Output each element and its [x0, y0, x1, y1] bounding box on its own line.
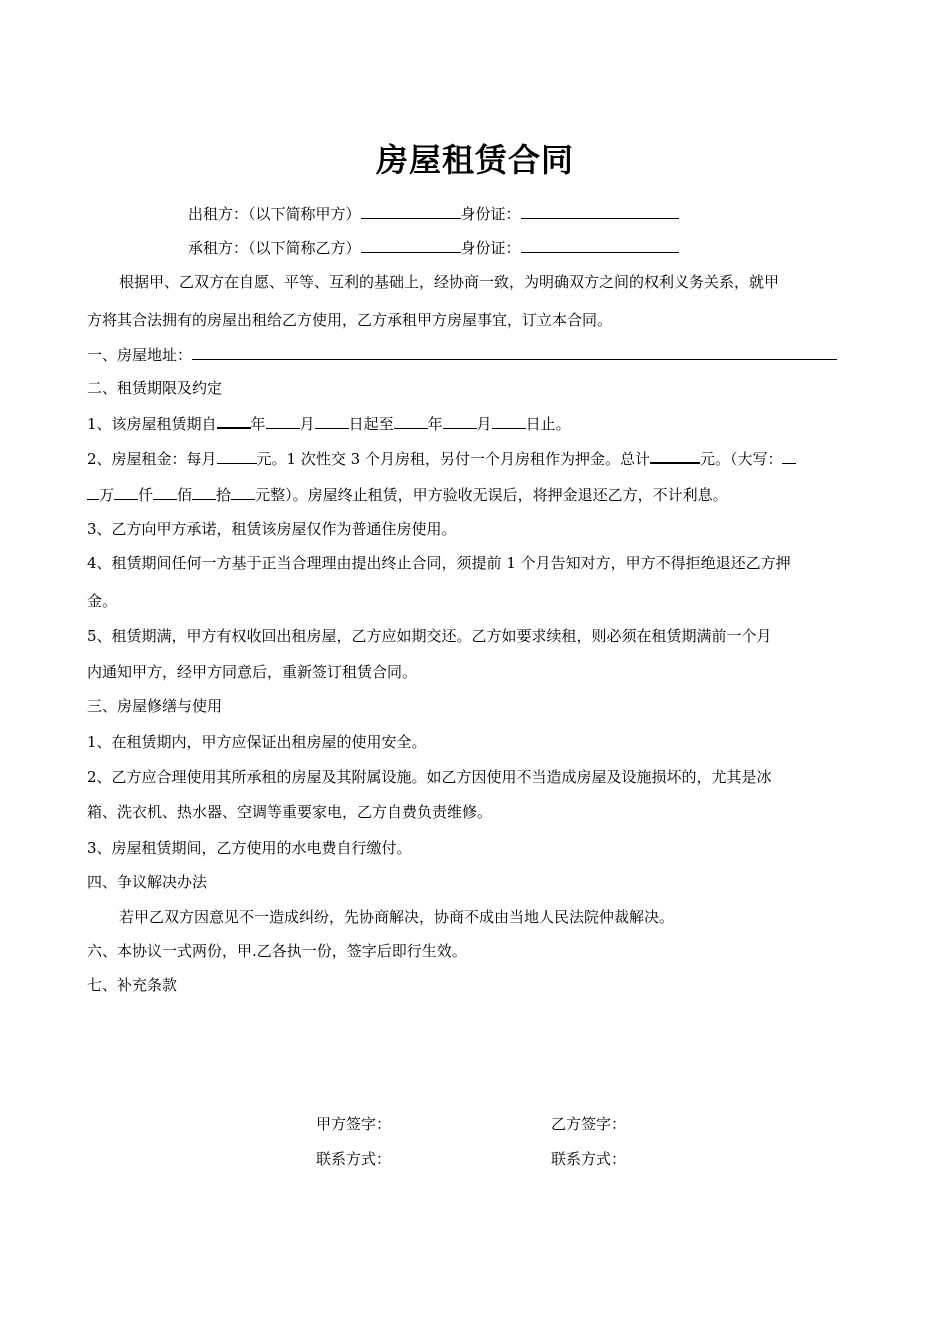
month-label: 月	[299, 415, 315, 433]
total-amount-field[interactable]	[650, 447, 700, 464]
intro-line-2: 方将其合法拥有的房屋出租给乙方使用，乙方承租甲方房屋事宜，订立本合同。	[87, 311, 613, 329]
address-line	[87, 344, 863, 365]
clause-6: 六、本协议一式两份，甲.乙各执一份，签字后即行生效。	[87, 942, 467, 960]
capital-ten-thousand-field-cont[interactable]	[87, 484, 99, 500]
start-month-field[interactable]	[266, 413, 300, 429]
capital-ten-thousand-field[interactable]	[782, 448, 796, 464]
rent-line-1	[87, 447, 863, 469]
clause-4-text: 若甲乙双方因意见不一造成纠纷，先协商解决，协商不成由当地人民法院仲裁解决。	[119, 908, 675, 926]
start-year-field[interactable]	[217, 412, 251, 429]
capital-thousand-field[interactable]	[114, 484, 138, 500]
lessor-label: 出租方：（以下简称甲方）	[188, 205, 361, 223]
day-to-label: 日起至	[348, 415, 394, 433]
capital-label: 元。（大写：	[699, 450, 783, 468]
start-day-field[interactable]	[315, 413, 349, 429]
section-3-heading: 三、房屋修缮与使用	[87, 697, 223, 715]
section-2-heading: 二、租赁期限及约定	[87, 379, 223, 397]
lessor-line	[188, 203, 863, 224]
clause-2-4-line-1: 4、租赁期间任何一方基于正当合理理由提出终止合同，须提前 1 个月告知对方，甲方不得拒绝退还乙方押	[87, 554, 791, 572]
clause-2-3: 3、乙方向甲方承诺，租赁该房屋仅作为普通住房使用。	[87, 520, 457, 538]
lessee-label: 承租方：（以下简称乙方）	[188, 239, 361, 257]
year-label: 年	[250, 415, 266, 433]
rent-terms-text: 元。1 次性交 3 个月房租，另付一个月房租作为押金。总计	[256, 450, 650, 468]
end-year-field[interactable]	[394, 413, 428, 429]
capital-ten-field[interactable]	[192, 484, 216, 500]
address-field[interactable]	[192, 344, 837, 360]
lessee-id-label: 身份证：	[460, 239, 521, 257]
bai-label: 佰	[177, 486, 193, 504]
party-b-contact-label[interactable]: 联系方式：	[551, 1150, 627, 1168]
qian-label: 仟	[138, 486, 154, 504]
lessor-id-field[interactable]	[521, 203, 679, 219]
capital-hundred-field[interactable]	[153, 484, 177, 500]
section-4-heading: 四、争议解决办法	[87, 873, 208, 891]
rent-text: 2、房屋租金：每月	[87, 450, 217, 468]
clause-2-5-line-1: 5、租赁期满，甲方有权收回出租房屋，乙方应如期交还。乙方如要求续租，则必须在租赁期满前一个月	[87, 627, 772, 645]
rent-line-2	[87, 484, 863, 505]
end-month-field[interactable]	[443, 413, 477, 429]
lease-term-text: 1、该房屋租赁期自	[87, 415, 217, 433]
wan-label: 万	[99, 486, 115, 504]
clause-3-3: 3、房屋租赁期间，乙方使用的水电费自行缴付。	[87, 839, 412, 857]
lessor-name-field[interactable]	[361, 203, 461, 219]
monthly-rent-field[interactable]	[217, 448, 257, 464]
party-a-signature-label[interactable]: 甲方签字：	[316, 1115, 392, 1133]
clause-2-5-line-2: 内通知甲方，经甲方同意后，重新签订租赁合同。	[87, 663, 418, 681]
lessor-id-label: 身份证：	[460, 205, 521, 223]
deposit-terms-text: 元整）。房屋终止租赁，甲方验收无误后，将押金退还乙方，不计利息。	[255, 486, 728, 504]
lessee-id-field[interactable]	[521, 237, 679, 253]
year-label: 年	[427, 415, 443, 433]
day-end-label: 日止。	[525, 415, 571, 433]
lessee-line	[188, 237, 863, 258]
lease-term-line	[87, 412, 863, 434]
clause-3-2-line-1: 2、乙方应合理使用其所承租的房屋及其附属设施。如乙方因使用不当造成房屋及设施损坏的，尤其是冰	[87, 768, 772, 786]
page-title: 房屋租赁合同	[375, 141, 574, 179]
address-label: 一、房屋地址：	[87, 346, 193, 364]
clause-3-2-line-2: 箱、洗衣机、热水器、空调等重要家电，乙方自费负责维修。	[87, 803, 493, 821]
shi-label: 拾	[216, 486, 232, 504]
end-day-field[interactable]	[492, 413, 526, 429]
capital-unit-field[interactable]	[231, 484, 255, 500]
lessee-name-field[interactable]	[361, 237, 461, 253]
clause-3-1: 1、在租赁期内，甲方应保证出租房屋的使用安全。	[87, 733, 427, 751]
clause-2-4-line-2: 金。	[87, 592, 118, 610]
month-label: 月	[476, 415, 492, 433]
party-b-signature-label[interactable]: 乙方签字：	[551, 1115, 627, 1133]
intro-line-1: 根据甲、乙双方在自愿、平等、互利的基础上，经协商一致，为明确双方之间的权利义务关系，就甲	[119, 273, 780, 291]
section-7-heading: 七、补充条款	[87, 976, 178, 994]
party-a-contact-label[interactable]: 联系方式：	[316, 1150, 392, 1168]
